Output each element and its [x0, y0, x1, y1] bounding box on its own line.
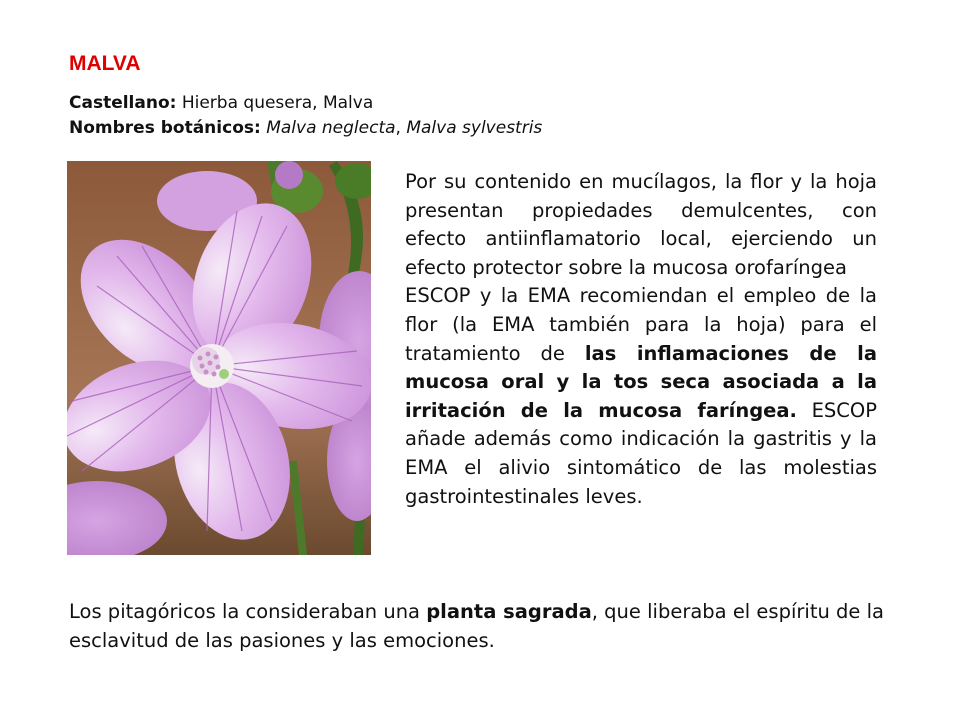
- footer-pre: Los pitagóricos la consideraban una: [69, 600, 427, 623]
- description-text: [405, 168, 877, 511]
- footer-bold: planta sagrada: [426, 600, 592, 623]
- castellano-label: Castellano:: [69, 93, 177, 113]
- description-p2-bold: las inflamaciones de la mucosa oral y la tos seca asociada a la irritación de la mucosa faríngea.: [405, 341, 877, 422]
- botanical-names-line: [69, 116, 542, 141]
- botanical-name-2: Malva sylvestris: [406, 118, 543, 138]
- castellano-line: [69, 91, 542, 116]
- botanical-name-1: Malva neglecta: [266, 118, 396, 138]
- footer-post: , que liberaba el espíritu de la esclavitud de las pasiones y las emociones.: [69, 600, 884, 652]
- castellano-value: Hierba quesera, Malva: [181, 93, 374, 113]
- footer-text: [69, 598, 889, 655]
- page-title: MALVA: [69, 52, 141, 75]
- description-paragraph-1: Por su contenido en mucílagos, la flor y la hoja presentan propiedades demulcentes, con efecto antiinflamatorio local, ejerciendo un efecto protector sobre la mucosa orofaríngea: [405, 170, 877, 279]
- botanical-names-label: Nombres botánicos:: [69, 118, 261, 138]
- common-names-block: [69, 91, 542, 141]
- botanical-separator: ,: [395, 118, 407, 138]
- malva-flower-photo: [67, 161, 371, 555]
- description-p2-pre: ESCOP y la EMA recomiendan el empleo de la flor (la EMA también para la hoja) para el tratamiento de: [405, 284, 877, 365]
- description-paragraph-2: [405, 282, 877, 511]
- description-p2-post: ESCOP añade además como indicación la gastritis y la EMA el alivio sintomático de las molestias gastrointestinales leves.: [405, 398, 877, 508]
